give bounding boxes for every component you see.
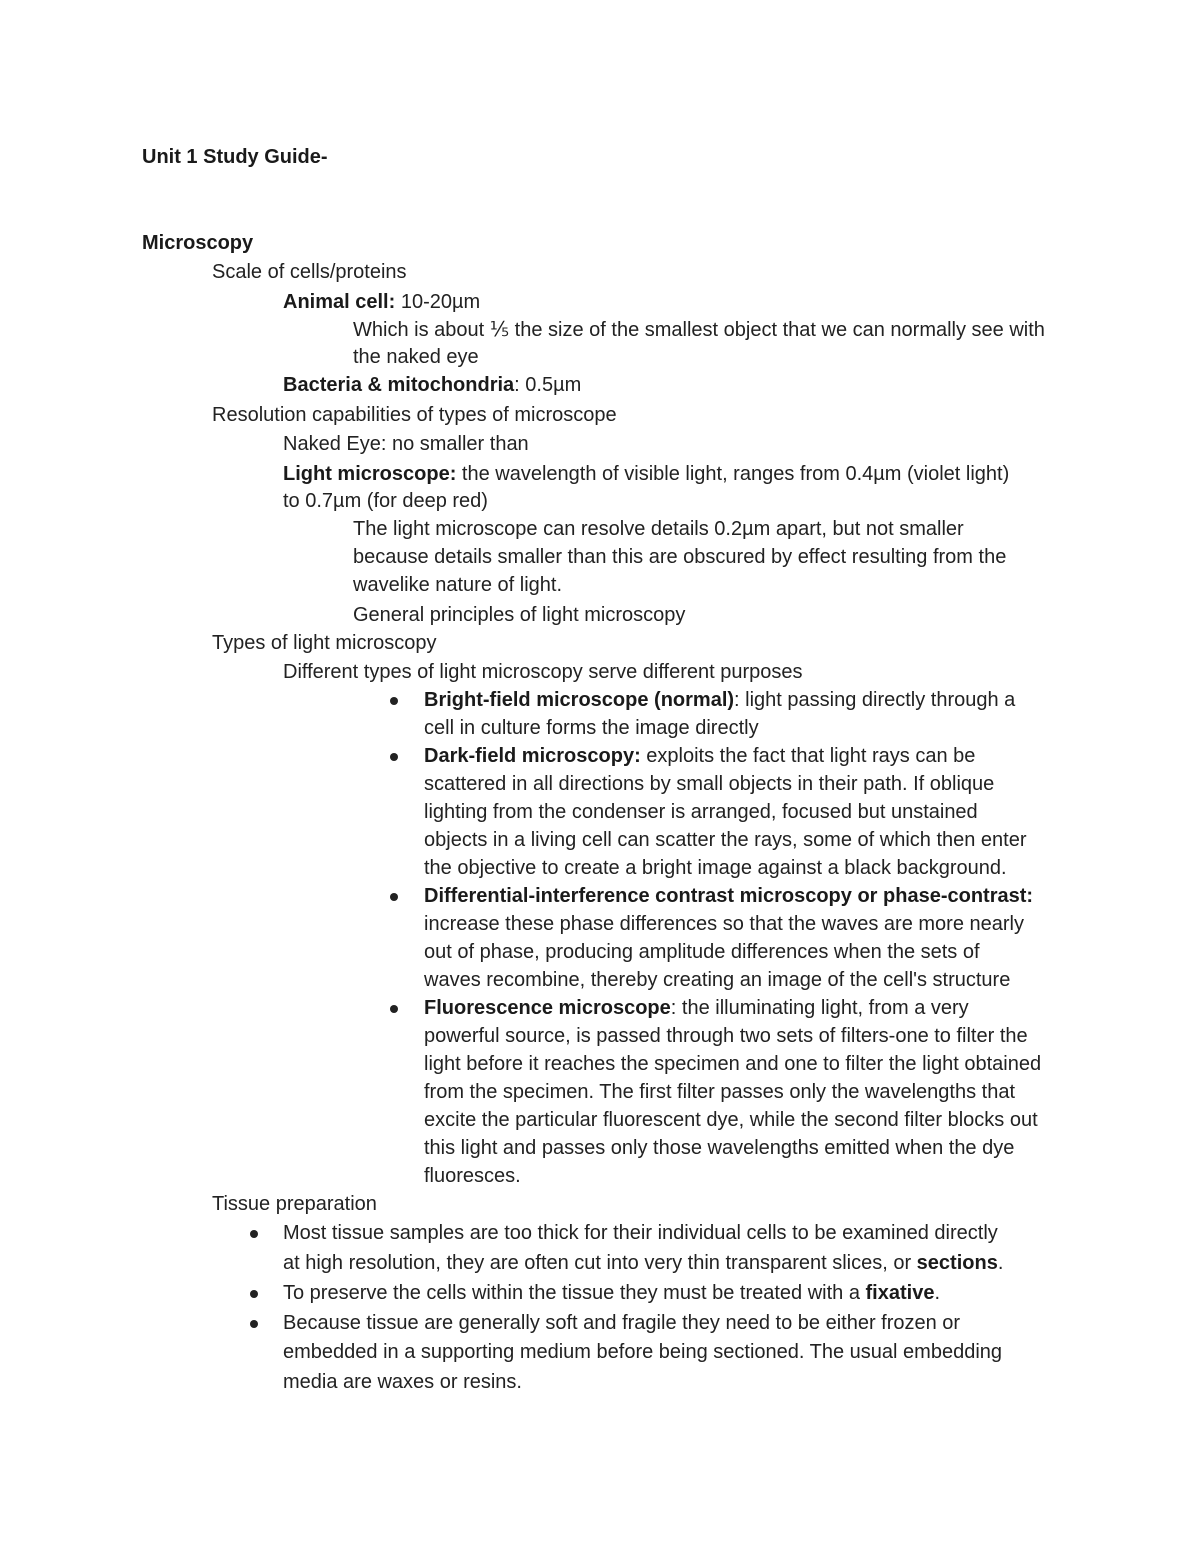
fluorescence-line-2: powerful source, is passed through two sets of filters-one to filter the xyxy=(424,1025,1028,1047)
tissue-item-3-line-3: media are waxes or resins. xyxy=(283,1371,522,1393)
tissue-item-3-line-1: Because tissue are generally soft and fragile they need to be either frozen or xyxy=(283,1312,961,1334)
fluorescence-line-3: light before it reaches the specimen and one to filter the light obtained xyxy=(424,1053,1042,1075)
light-note-line-1: The light microscope can resolve details 0.2µm apart, but not smaller xyxy=(353,518,964,540)
bright-field-label: Bright-field microscope (normal) xyxy=(424,689,735,711)
tissue-heading: Tissue preparation xyxy=(212,1193,377,1215)
dark-field-line-1 xyxy=(424,742,975,770)
fluorescence-line-4: from the specimen. The first filter passes only the wavelengths that xyxy=(424,1081,1016,1103)
fluorescence-text: : the illuminating light, from a very xyxy=(670,997,969,1019)
dic-line-4: waves recombine, thereby creating an image of the cell's structure xyxy=(424,969,1011,991)
bullet-icon xyxy=(390,753,398,761)
dic-line-2: increase these phase differences so that the waves are more nearly xyxy=(424,913,1024,935)
dark-field-label: Dark-field microscopy: xyxy=(424,745,641,767)
light-microscope-text: the wavelength of visible light, ranges from 0.4µm (violet light) xyxy=(456,463,1010,485)
dark-field-line-3: lighting from the condenser is arranged, focused but unstained xyxy=(424,801,978,823)
tissue-item-1-text: at high resolution, they are often cut into very thin transparent slices, or xyxy=(283,1252,917,1274)
light-microscope-line-1 xyxy=(283,460,1009,488)
animal-cell-line xyxy=(283,288,480,316)
general-principles-line: General principles of light microscopy xyxy=(353,604,686,626)
dark-field-text: exploits the fact that light rays can be xyxy=(640,745,976,767)
dark-field-line-4: objects in a living cell can scatter the rays, some of which then enter xyxy=(424,829,1027,851)
bullet-icon xyxy=(250,1320,258,1328)
bullet-icon xyxy=(390,1005,398,1013)
fixative-term: fixative xyxy=(865,1282,935,1304)
bright-field-line-1 xyxy=(424,686,1015,714)
animal-note-line-2: the naked eye xyxy=(353,346,479,368)
types-heading: Types of light microscopy xyxy=(212,632,437,654)
animal-note-line-1: Which is about ⅕ the size of the smallest object that we can normally see with xyxy=(353,319,1045,341)
tissue-item-2-text: To preserve the cells within the tissue they must be treated with a xyxy=(283,1282,866,1304)
tissue-item-3-line-2: embedded in a supporting medium before being sectioned. The usual embedding xyxy=(283,1341,1003,1363)
tissue-item-1-line-2 xyxy=(283,1249,1003,1277)
doc-title: Unit 1 Study Guide- xyxy=(142,146,328,168)
tissue-item-1-line-1: Most tissue samples are too thick for their individual cells to be examined directly xyxy=(283,1222,998,1244)
bacteria-line xyxy=(283,371,581,399)
bullet-icon xyxy=(390,893,398,901)
section-heading: Microscopy xyxy=(142,232,254,254)
bullet-icon xyxy=(250,1290,258,1298)
bacteria-value: : 0.5µm xyxy=(514,374,582,396)
fluorescence-line-1 xyxy=(424,994,969,1022)
tissue-item-2 xyxy=(283,1279,940,1307)
tissue-item-2-end: . xyxy=(934,1282,941,1304)
bacteria-label: Bacteria & mitochondria xyxy=(283,374,515,396)
tissue-item-1-end: . xyxy=(997,1252,1004,1274)
bright-field-line-2: cell in culture forms the image directly xyxy=(424,717,759,739)
dic-line-3: out of phase, producing amplitude differences when the sets of xyxy=(424,941,980,963)
bullet-icon xyxy=(250,1230,258,1238)
types-intro: Different types of light microscopy serve different purposes xyxy=(283,661,803,683)
scale-heading: Scale of cells/proteins xyxy=(212,261,407,283)
animal-cell-label: Animal cell: xyxy=(283,291,396,313)
fluorescence-line-7: fluoresces. xyxy=(424,1165,521,1187)
dark-field-line-2: scattered in all directions by small objects in their path. If oblique xyxy=(424,773,995,795)
light-note-line-2: because details smaller than this are obscured by effect resulting from the xyxy=(353,546,1007,568)
fluorescence-label: Fluorescence microscope xyxy=(424,997,671,1019)
bright-field-text: : light passing directly through a xyxy=(734,689,1016,711)
naked-eye-line: Naked Eye: no smaller than xyxy=(283,433,529,455)
resolution-heading: Resolution capabilities of types of microscope xyxy=(212,404,617,426)
bullet-icon xyxy=(390,697,398,705)
fluorescence-line-6: this light and passes only those wavelengths emitted when the dye xyxy=(424,1137,1015,1159)
dark-field-line-5: the objective to create a bright image against a black background. xyxy=(424,857,1007,879)
light-microscope-line-2: to 0.7µm (for deep red) xyxy=(283,490,488,512)
animal-cell-value: 10-20µm xyxy=(395,291,481,313)
light-microscope-label: Light microscope: xyxy=(283,463,457,485)
fluorescence-line-5: excite the particular fluorescent dye, while the second filter blocks out xyxy=(424,1109,1038,1131)
light-note-line-3: wavelike nature of light. xyxy=(353,574,563,596)
dic-label: Differential-interference contrast microscopy or phase-contrast: xyxy=(424,885,1034,907)
sections-term: sections xyxy=(916,1252,998,1274)
